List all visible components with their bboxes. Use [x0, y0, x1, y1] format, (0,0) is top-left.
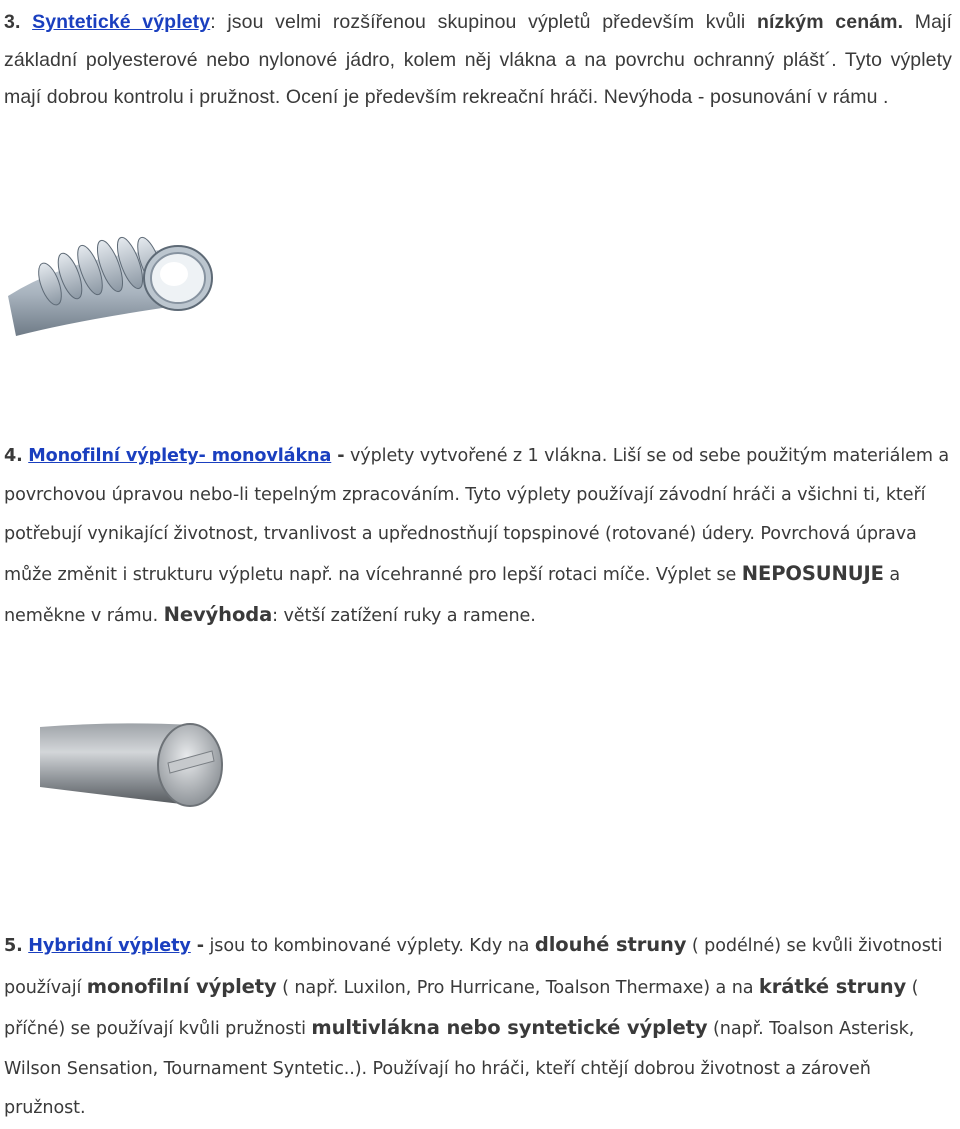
paragraph-hybrid-strings — [4, 925, 952, 1129]
text: : větší zatížení ruky a ramene. — [272, 606, 536, 626]
bold-text-short-strings: krátké struny — [758, 974, 907, 998]
text: Mají základní polyesterové nebo nylonové jádro, kolem něj vlákna a na povrchu ochranný plášt´. Tyto výplety mají dobrou kontrolu i pružnost. Ocení je především rekreační hráči. Nevýhoda - posunování v rámu . — [4, 11, 952, 108]
paragraph-monofilament-strings — [4, 437, 952, 636]
bold-text-neposunuje: NEPOSUNUJE — [741, 562, 884, 585]
item-number: 4. — [4, 446, 23, 466]
dash: - — [190, 936, 205, 956]
bold-text-multifilament: multivlákna nebo syntetické výplety — [311, 1016, 708, 1040]
text: ( příčné) se používají kvůli pružnosti — [4, 977, 919, 1040]
item-number: 3. — [4, 11, 21, 33]
bold-text-low-prices: nízkým cenám. — [756, 11, 904, 33]
dash: - — [331, 446, 345, 466]
text: ( podélné) se kvůli životnosti používají — [4, 936, 943, 998]
text: výplety vytvořené z 1 vlákna. Liší se od sebe použitým materiálem a povrchovou úpravou nebo-li tepelným zpracováním. Tyto výplety používají závodní hráči a všichni ti, kteří potřebují vynikající životnost, trvanlivost a upřednostňují topspinové (rotované) údery. Povrchová úprava může změnit i strukturu výpletu např. na vícehranné pro lepší rotaci míče. Výplet se — [4, 446, 950, 585]
text: a neměkne v rámu. — [4, 565, 901, 626]
paragraph-synthetic-strings — [4, 4, 952, 117]
link-synthetic-strings[interactable]: Syntetické výplety — [32, 11, 211, 33]
item-number: 5. — [4, 936, 23, 956]
text: ( např. Luxilon, Pro Hurricane, Toalson Thermaxe) a na — [276, 977, 759, 998]
colon: : — [210, 11, 216, 33]
monofilament-string-icon — [40, 715, 240, 825]
text: jsou to kombinované výplety. Kdy na — [204, 936, 535, 956]
multifilament-string-icon — [8, 228, 243, 340]
text: jsou velmi rozšířenou skupinou výpletů především kvůli — [215, 11, 757, 33]
bold-text-long-strings: dlouhé struny — [534, 933, 687, 956]
text: (např. Toalson Asterisk, Wilson Sensation, Tournament Syntetic..). Používají ho hráči, kteří chtějí dobrou životnost a zároveň pružnost. — [4, 1019, 915, 1119]
link-hybrid-strings[interactable]: Hybridní výplety — [28, 936, 191, 956]
link-monofilament-strings[interactable]: Monofilní výplety- monovlákna — [28, 446, 332, 466]
bold-text-disadvantage: Nevýhoda — [163, 603, 273, 626]
bold-text-monofilament: monofilní výplety — [86, 974, 277, 998]
